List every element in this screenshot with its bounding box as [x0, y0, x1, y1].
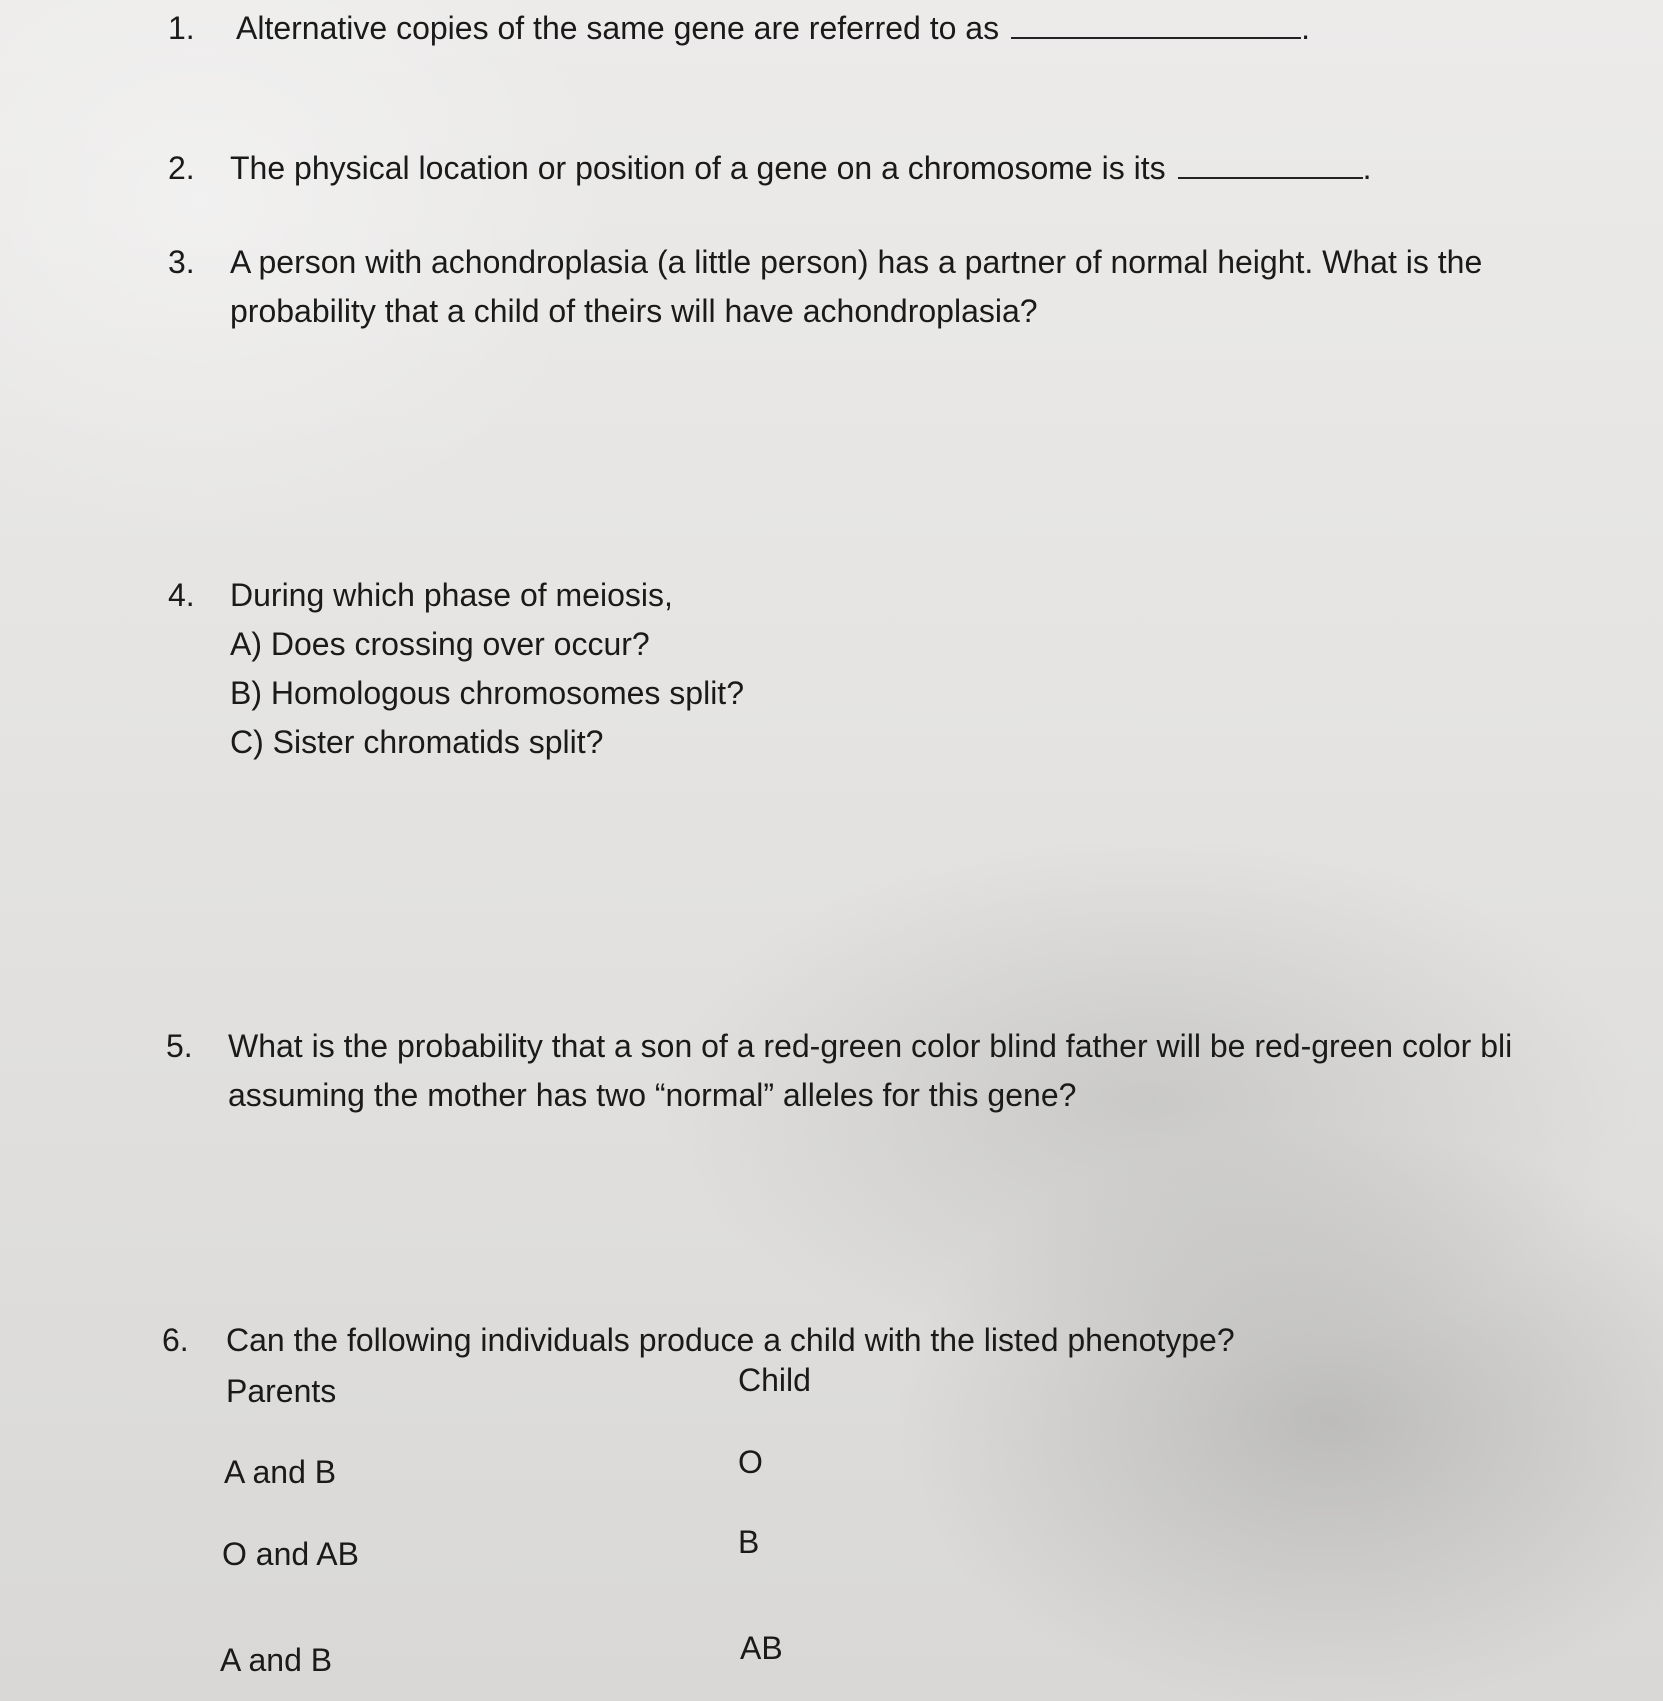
answer-blank[interactable]: [1178, 147, 1363, 179]
parents-cell: A and B: [224, 1454, 337, 1490]
question-number: 1.: [168, 10, 195, 46]
question-tail: .: [1362, 150, 1372, 186]
question-text: During which phase of meiosis,: [230, 577, 673, 613]
question-text-line: assuming the mother has two “normal” alleles for this gene?: [228, 1077, 1077, 1113]
question-tail: .: [1301, 10, 1310, 46]
child-cell: O: [738, 1444, 763, 1480]
question-text: Can the following individuals produce a child with the listed phenotype?: [226, 1322, 1235, 1358]
sub-question-a: A) Does crossing over occur?: [230, 626, 650, 662]
question-text-line: What is the probability that a son of a red-green color blind father will be red-green color bli: [228, 1028, 1513, 1064]
parents-cell: A and B: [220, 1642, 333, 1678]
parents-header: Parents: [226, 1373, 337, 1409]
child-header: Child: [738, 1362, 811, 1398]
child-cell: B: [738, 1524, 760, 1560]
question-text: The physical location or position of a gene on a chromosome is its: [230, 150, 1166, 186]
sub-question-b: B) Homologous chromosomes split?: [230, 675, 744, 711]
question-number: 5.: [166, 1028, 193, 1064]
question-text-line: A person with achondroplasia (a little person) has a partner of normal height. What is the: [230, 244, 1483, 280]
sub-question-c: C) Sister chromatids split?: [230, 724, 604, 760]
question-number: 4.: [168, 577, 195, 613]
answer-blank[interactable]: [1011, 7, 1301, 39]
question-text-line: probability that a child of theirs will have achondroplasia?: [230, 293, 1038, 329]
question-number: 2.: [168, 150, 195, 186]
parents-cell: O and AB: [222, 1536, 359, 1572]
child-cell: AB: [740, 1630, 783, 1666]
question-number: 3.: [168, 244, 195, 280]
question-text: Alternative copies of the same gene are referred to as: [236, 10, 1000, 46]
question-number: 6.: [162, 1322, 189, 1358]
